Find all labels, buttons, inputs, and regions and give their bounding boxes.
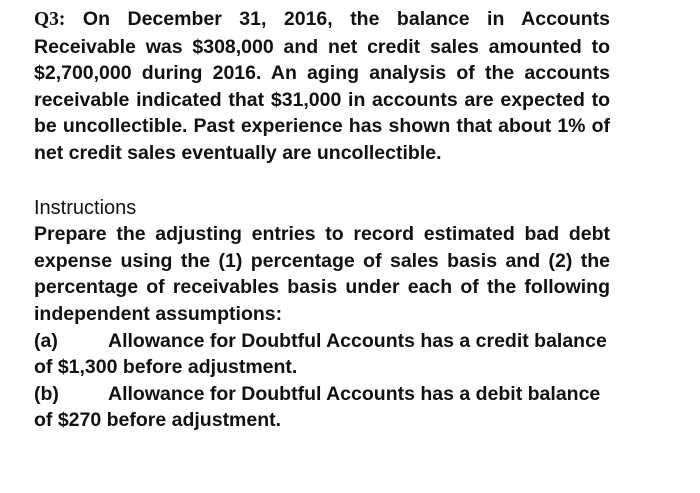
assumption-a [34, 328, 610, 381]
assumption-b-label: (b) [34, 382, 59, 405]
paragraph-spacer [34, 167, 610, 195]
question-label: Q3: [34, 9, 66, 30]
assumption-b [34, 381, 610, 434]
assumption-a-text: Allowance for Doubtful Accounts has a credit balance of $1,300 before adjustment. [34, 329, 607, 379]
question-text: On December 31, 2016, the balance in Accounts Receivable was $308,000 and net credit sales amounted to $2,700,000 during 2016. An aging analysis of the accounts receivable indicated that $31,000 in accounts are expected to be uncollectible. Past experience has shown that about 1% of net credit sales eventually are uncollectible. [34, 8, 610, 164]
assumption-b-text: Allowance for Doubtful Accounts has a debit balance of $270 before adjustment. [34, 382, 601, 432]
question-paragraph [34, 6, 610, 167]
assumption-a-label: (a) [34, 329, 58, 352]
document-page [34, 6, 610, 434]
instructions-heading: Instructions [34, 196, 137, 219]
instructions-text: Prepare the adjusting entries to record estimated bad debt expense using the (1) percentage of sales basis and (2) the percentage of receivables basis under each of the following independent assumptions: [34, 223, 610, 325]
